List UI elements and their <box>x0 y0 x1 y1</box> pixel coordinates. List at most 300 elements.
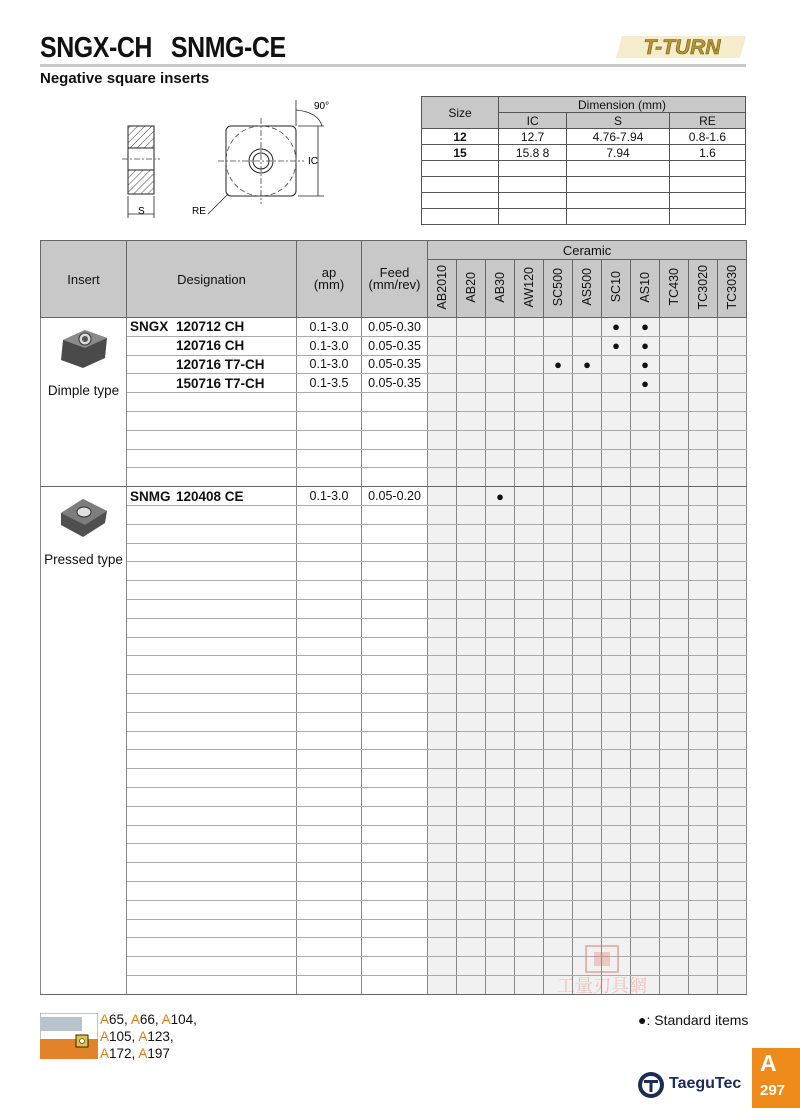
grade-cell-ab20 <box>457 562 486 581</box>
designation-cell <box>127 769 297 788</box>
title-part-sngx: SNGX-CH <box>40 32 153 64</box>
dimension-empty-cell <box>567 193 670 209</box>
grade-label: AB30 <box>493 271 507 303</box>
grade-cell-tc430 <box>660 637 689 656</box>
feed-cell <box>362 468 428 487</box>
feed-cell <box>362 393 428 412</box>
grade-cell-sc500 <box>544 449 573 468</box>
grade-cell-as10 <box>631 411 660 430</box>
designation-cell <box>127 336 297 355</box>
grade-cell-tc3020 <box>689 524 718 543</box>
grade-cell-tc3030 <box>718 374 747 393</box>
grade-cell-sc500 <box>544 355 573 374</box>
grade-cell-ab20 <box>457 675 486 694</box>
table-empty-row <box>41 863 747 882</box>
dimension-ic-cell: 12.7 <box>499 129 567 145</box>
grade-cell-aw120 <box>515 618 544 637</box>
ap-cell <box>297 750 362 769</box>
grade-cell-sc10 <box>602 599 631 618</box>
grade-cell-tc3020 <box>689 769 718 788</box>
grade-cell-sc500 <box>544 712 573 731</box>
grade-cell-sc500 <box>544 599 573 618</box>
grade-cell-ab20 <box>457 975 486 994</box>
dimension-empty-cell <box>422 193 499 209</box>
grade-cell-as10 <box>631 468 660 487</box>
grade-cell-ab2010 <box>428 618 457 637</box>
ap-cell <box>297 543 362 562</box>
designation-prefix: SNMG <box>130 488 171 504</box>
grade-cell-sc10 <box>602 693 631 712</box>
grade-cell-sc10 <box>602 618 631 637</box>
ap-cell <box>297 468 362 487</box>
grade-cell-as10 <box>631 374 660 393</box>
grade-header-tc3030 <box>718 260 747 318</box>
designation-cell <box>127 374 297 393</box>
dimension-empty-cell <box>669 209 745 225</box>
table-empty-row <box>41 712 747 731</box>
grade-cell-ab2010 <box>428 938 457 957</box>
grade-cell-ab2010 <box>428 712 457 731</box>
ap-cell <box>297 656 362 675</box>
grade-cell-as10 <box>631 693 660 712</box>
grade-cell-sc500 <box>544 919 573 938</box>
grade-cell-ab20 <box>457 957 486 976</box>
grade-cell-ab30 <box>486 693 515 712</box>
grade-cell-sc10 <box>602 318 631 337</box>
grade-cell-ab2010 <box>428 787 457 806</box>
grade-header-as10 <box>631 260 660 318</box>
grade-cell-as500 <box>573 881 602 900</box>
grade-cell-aw120 <box>515 562 544 581</box>
grade-cell-sc10 <box>602 675 631 694</box>
grade-cell-aw120 <box>515 430 544 449</box>
grade-cell-aw120 <box>515 336 544 355</box>
grade-cell-sc500 <box>544 430 573 449</box>
designation-cell <box>127 806 297 825</box>
grade-cell-sc10 <box>602 863 631 882</box>
grade-cell-aw120 <box>515 524 544 543</box>
grade-cell-as10 <box>631 675 660 694</box>
grade-cell-ab30 <box>486 731 515 750</box>
grade-cell-ab2010 <box>428 393 457 412</box>
s-label: S <box>138 206 145 217</box>
grade-cell-as500 <box>573 675 602 694</box>
grade-cell-ab30 <box>486 675 515 694</box>
grade-cell-as500 <box>573 543 602 562</box>
grade-cell-ab2010 <box>428 693 457 712</box>
grade-cell-ab30 <box>486 562 515 581</box>
grade-cell-tc3030 <box>718 938 747 957</box>
grade-cell-sc500 <box>544 336 573 355</box>
dimension-empty-cell <box>422 177 499 193</box>
grade-cell-ab20 <box>457 938 486 957</box>
grade-cell-tc3020 <box>689 919 718 938</box>
grade-cell-ab20 <box>457 787 486 806</box>
grade-cell-ab20 <box>457 411 486 430</box>
grade-cell-tc3030 <box>718 581 747 600</box>
grade-cell-as10 <box>631 618 660 637</box>
grade-cell-tc3030 <box>718 731 747 750</box>
grade-cell-ab2010 <box>428 975 457 994</box>
grade-cell-ab30 <box>486 938 515 957</box>
grade-cell-ab2010 <box>428 863 457 882</box>
table-empty-row <box>41 844 747 863</box>
page-ref-prefix: A <box>100 1012 110 1027</box>
dimension-empty-cell <box>567 161 670 177</box>
table-empty-row <box>41 581 747 600</box>
designation-cell <box>127 656 297 675</box>
grade-cell-ab20 <box>457 524 486 543</box>
grade-cell-ab30 <box>486 787 515 806</box>
grade-cell-ab20 <box>457 637 486 656</box>
grade-cell-aw120 <box>515 900 544 919</box>
grade-cell-tc430 <box>660 468 689 487</box>
logo-text: T-TURN <box>643 36 721 59</box>
page-number: 297 <box>760 1082 786 1099</box>
grade-cell-as10 <box>631 900 660 919</box>
grade-cell-ab2010 <box>428 430 457 449</box>
grade-cell-tc430 <box>660 844 689 863</box>
grade-cell-tc3030 <box>718 355 747 374</box>
grade-cell-as500 <box>573 844 602 863</box>
grade-cell-tc430 <box>660 374 689 393</box>
insert-type-cell <box>41 318 127 487</box>
grade-cell-ab2010 <box>428 637 457 656</box>
dimension-empty-cell <box>422 161 499 177</box>
grade-cell-ab2010 <box>428 411 457 430</box>
grade-cell-ab2010 <box>428 731 457 750</box>
feed-cell <box>362 581 428 600</box>
grade-cell-ab20 <box>457 599 486 618</box>
grade-cell-as10 <box>631 825 660 844</box>
grade-cell-as10 <box>631 769 660 788</box>
grade-cell-tc3020 <box>689 750 718 769</box>
page-ref-prefix: A <box>130 1012 140 1027</box>
designation-cell <box>127 468 297 487</box>
dimension-empty-cell <box>669 161 745 177</box>
dimension-empty-row <box>422 161 746 177</box>
designation-cell <box>127 975 297 994</box>
grade-cell-as500 <box>573 562 602 581</box>
grade-cell-ab20 <box>457 693 486 712</box>
table-row <box>41 487 747 506</box>
feed-cell <box>362 430 428 449</box>
table-empty-row <box>41 675 747 694</box>
grade-header-sc10 <box>602 260 631 318</box>
grade-cell-ab2010 <box>428 900 457 919</box>
grade-cell-tc430 <box>660 731 689 750</box>
grade-cell-sc10 <box>602 468 631 487</box>
table-empty-row <box>41 637 747 656</box>
grade-cell-sc10 <box>602 581 631 600</box>
grade-cell-tc430 <box>660 825 689 844</box>
grade-cell-tc3030 <box>718 787 747 806</box>
feed-cell <box>362 675 428 694</box>
grade-cell-sc500 <box>544 581 573 600</box>
grade-cell-tc3020 <box>689 712 718 731</box>
grade-cell-tc3020 <box>689 975 718 994</box>
grade-cell-tc3020 <box>689 881 718 900</box>
grade-cell-sc10 <box>602 900 631 919</box>
grade-cell-tc430 <box>660 581 689 600</box>
grade-cell-as500 <box>573 637 602 656</box>
table-empty-row <box>41 750 747 769</box>
grade-cell-ab30 <box>486 599 515 618</box>
page-ref-number: 105 <box>109 1029 132 1044</box>
grade-cell-ab20 <box>457 881 486 900</box>
dimension-empty-row <box>422 193 746 209</box>
designation-cell <box>127 731 297 750</box>
grade-cell-tc3020 <box>689 393 718 412</box>
grade-cell-sc500 <box>544 562 573 581</box>
grade-cell-ab2010 <box>428 919 457 938</box>
grade-cell-ab30 <box>486 487 515 506</box>
grade-cell-sc500 <box>544 769 573 788</box>
designation-cell <box>127 881 297 900</box>
grade-cell-ab20 <box>457 336 486 355</box>
table-empty-row <box>41 449 747 468</box>
grade-cell-tc3030 <box>718 637 747 656</box>
feed-cell <box>362 769 428 788</box>
grade-cell-ab2010 <box>428 524 457 543</box>
grade-label: AS500 <box>580 268 594 306</box>
standard-items-note: ●: Standard items <box>638 1012 749 1028</box>
grade-cell-ab30 <box>486 919 515 938</box>
pressed-insert-image <box>41 491 126 546</box>
table-empty-row <box>41 769 747 788</box>
grade-cell-tc3020 <box>689 374 718 393</box>
grade-cell-ab2010 <box>428 374 457 393</box>
grade-cell-sc10 <box>602 449 631 468</box>
grade-cell-ab2010 <box>428 656 457 675</box>
ap-cell: 0.1-3.0 <box>297 487 362 506</box>
grade-cell-tc3020 <box>689 863 718 882</box>
insert-type-cell <box>41 487 127 995</box>
dimension-row <box>422 145 746 161</box>
dimension-empty-cell <box>422 209 499 225</box>
grade-label: TC3020 <box>696 264 710 310</box>
grade-cell-sc500 <box>544 900 573 919</box>
designation-cell <box>127 919 297 938</box>
grade-cell-ab30 <box>486 712 515 731</box>
grade-label: SC10 <box>609 271 623 303</box>
s-column-header: S <box>567 113 670 129</box>
grade-cell-ab2010 <box>428 844 457 863</box>
grade-cell-tc430 <box>660 693 689 712</box>
designation-cell <box>127 318 297 337</box>
grade-cell-as500 <box>573 712 602 731</box>
grade-cell-ab30 <box>486 975 515 994</box>
grade-cell-sc500 <box>544 487 573 506</box>
standard-item-mark: ● <box>641 319 649 335</box>
designation-cell <box>127 863 297 882</box>
grade-cell-as10 <box>631 806 660 825</box>
grade-cell-aw120 <box>515 919 544 938</box>
feed-cell <box>362 806 428 825</box>
dimension-empty-cell <box>499 177 567 193</box>
table-empty-row <box>41 524 747 543</box>
designation-cell <box>127 844 297 863</box>
grade-cell-ab30 <box>486 863 515 882</box>
grade-cell-as500 <box>573 863 602 882</box>
designation-cell <box>127 712 297 731</box>
page-ref-number: 65 <box>109 1012 125 1027</box>
grade-cell-as10 <box>631 393 660 412</box>
grade-cell-ab2010 <box>428 468 457 487</box>
grade-cell-tc3020 <box>689 618 718 637</box>
grade-cell-aw120 <box>515 693 544 712</box>
feed-cell <box>362 881 428 900</box>
insert-type-label: Pressed type <box>44 552 123 568</box>
grade-cell-ab30 <box>486 769 515 788</box>
watermark-logo <box>540 940 670 1010</box>
grade-cell-as10 <box>631 336 660 355</box>
grade-cell-tc3030 <box>718 336 747 355</box>
grade-cell-ab20 <box>457 355 486 374</box>
grade-cell-ab20 <box>457 393 486 412</box>
grade-cell-tc3030 <box>718 599 747 618</box>
grade-cell-tc430 <box>660 487 689 506</box>
grade-cell-ab30 <box>486 430 515 449</box>
grade-cell-as500 <box>573 731 602 750</box>
grade-cell-as500 <box>573 900 602 919</box>
grade-cell-ab30 <box>486 881 515 900</box>
grade-cell-as10 <box>631 731 660 750</box>
reference-page-list: A65, A66, A104, A105, A123, A172, A197 <box>100 1012 197 1061</box>
table-empty-row <box>41 731 747 750</box>
grade-cell-tc430 <box>660 769 689 788</box>
grade-cell-sc10 <box>602 355 631 374</box>
designation-code: 150716 T7-CH <box>176 375 265 391</box>
grade-cell-tc3030 <box>718 881 747 900</box>
designation-cell <box>127 524 297 543</box>
grade-label: AS10 <box>638 271 652 303</box>
grade-cell-as500 <box>573 693 602 712</box>
feed-cell <box>362 900 428 919</box>
grade-cell-tc430 <box>660 336 689 355</box>
grade-cell-sc10 <box>602 374 631 393</box>
grade-cell-tc3020 <box>689 411 718 430</box>
grade-cell-tc430 <box>660 750 689 769</box>
grade-cell-tc430 <box>660 524 689 543</box>
grade-cell-sc10 <box>602 844 631 863</box>
feed-cell: 0.05-0.30 <box>362 318 428 337</box>
ap-cell: 0.1-3.0 <box>297 336 362 355</box>
table-empty-row <box>41 618 747 637</box>
grade-cell-tc430 <box>660 618 689 637</box>
grade-cell-aw120 <box>515 599 544 618</box>
grade-cell-ab30 <box>486 581 515 600</box>
grade-cell-as10 <box>631 599 660 618</box>
grade-header-sc500 <box>544 260 573 318</box>
grade-cell-sc10 <box>602 411 631 430</box>
dimension-size-cell: 12 <box>422 129 499 145</box>
ceramic-header: Ceramic <box>428 241 747 260</box>
table-empty-row <box>41 468 747 487</box>
grade-cell-aw120 <box>515 637 544 656</box>
grade-cell-ab20 <box>457 430 486 449</box>
feed-cell <box>362 825 428 844</box>
grade-cell-tc3020 <box>689 430 718 449</box>
grade-cell-ab30 <box>486 355 515 374</box>
designation-prefix: SNGX <box>130 319 169 335</box>
grade-cell-tc430 <box>660 505 689 524</box>
grade-cell-tc3020 <box>689 938 718 957</box>
grade-cell-aw120 <box>515 825 544 844</box>
grade-cell-ab20 <box>457 900 486 919</box>
grade-cell-aw120 <box>515 411 544 430</box>
grade-cell-aw120 <box>515 881 544 900</box>
ap-cell <box>297 524 362 543</box>
page-ref-number: 104 <box>170 1012 194 1027</box>
dimension-empty-cell <box>669 193 745 209</box>
ap-cell <box>297 505 362 524</box>
grade-cell-aw120 <box>515 806 544 825</box>
grade-cell-aw120 <box>515 750 544 769</box>
ap-cell: 0.1-3.0 <box>297 355 362 374</box>
grade-cell-ab30 <box>486 411 515 430</box>
grade-cell-sc500 <box>544 787 573 806</box>
ap-cell <box>297 599 362 618</box>
feed-cell: 0.05-0.20 <box>362 487 428 506</box>
grade-cell-sc10 <box>602 336 631 355</box>
grade-cell-ab20 <box>457 731 486 750</box>
grade-cell-as10 <box>631 787 660 806</box>
grade-cell-ab2010 <box>428 355 457 374</box>
designation-cell <box>127 505 297 524</box>
grade-cell-ab30 <box>486 844 515 863</box>
grade-cell-as500 <box>573 393 602 412</box>
designation-cell <box>127 581 297 600</box>
grade-cell-sc10 <box>602 543 631 562</box>
grade-cell-as500 <box>573 449 602 468</box>
grade-cell-ab2010 <box>428 581 457 600</box>
grade-cell-ab2010 <box>428 806 457 825</box>
table-empty-row <box>41 430 747 449</box>
grade-cell-sc10 <box>602 881 631 900</box>
grade-cell-sc10 <box>602 825 631 844</box>
grade-cell-tc3020 <box>689 693 718 712</box>
grade-cell-ab2010 <box>428 881 457 900</box>
page-subtitle: Negative square inserts <box>40 70 210 87</box>
grade-cell-as10 <box>631 543 660 562</box>
ap-cell <box>297 957 362 976</box>
grade-cell-aw120 <box>515 505 544 524</box>
designation-cell <box>127 599 297 618</box>
grade-cell-ab20 <box>457 863 486 882</box>
grade-cell-ab2010 <box>428 769 457 788</box>
grade-cell-tc3030 <box>718 712 747 731</box>
grade-cell-tc3030 <box>718 806 747 825</box>
designation-cell <box>127 938 297 957</box>
grade-cell-tc430 <box>660 919 689 938</box>
page-ref-prefix: A <box>100 1029 110 1044</box>
ap-cell: 0.1-3.0 <box>297 318 362 337</box>
designation-cell <box>127 562 297 581</box>
grade-cell-tc3020 <box>689 957 718 976</box>
grade-cell-as10 <box>631 712 660 731</box>
grade-cell-ab30 <box>486 637 515 656</box>
grade-cell-sc500 <box>544 637 573 656</box>
page-ref-number: 197 <box>147 1046 170 1061</box>
dimension-s-cell: 4.76-7.94 <box>567 129 670 145</box>
ap-cell <box>297 675 362 694</box>
page-ref-number: 123 <box>147 1029 170 1044</box>
grade-cell-as10 <box>631 863 660 882</box>
grade-cell-ab30 <box>486 374 515 393</box>
grade-cell-tc3030 <box>718 487 747 506</box>
designation-cell <box>127 957 297 976</box>
